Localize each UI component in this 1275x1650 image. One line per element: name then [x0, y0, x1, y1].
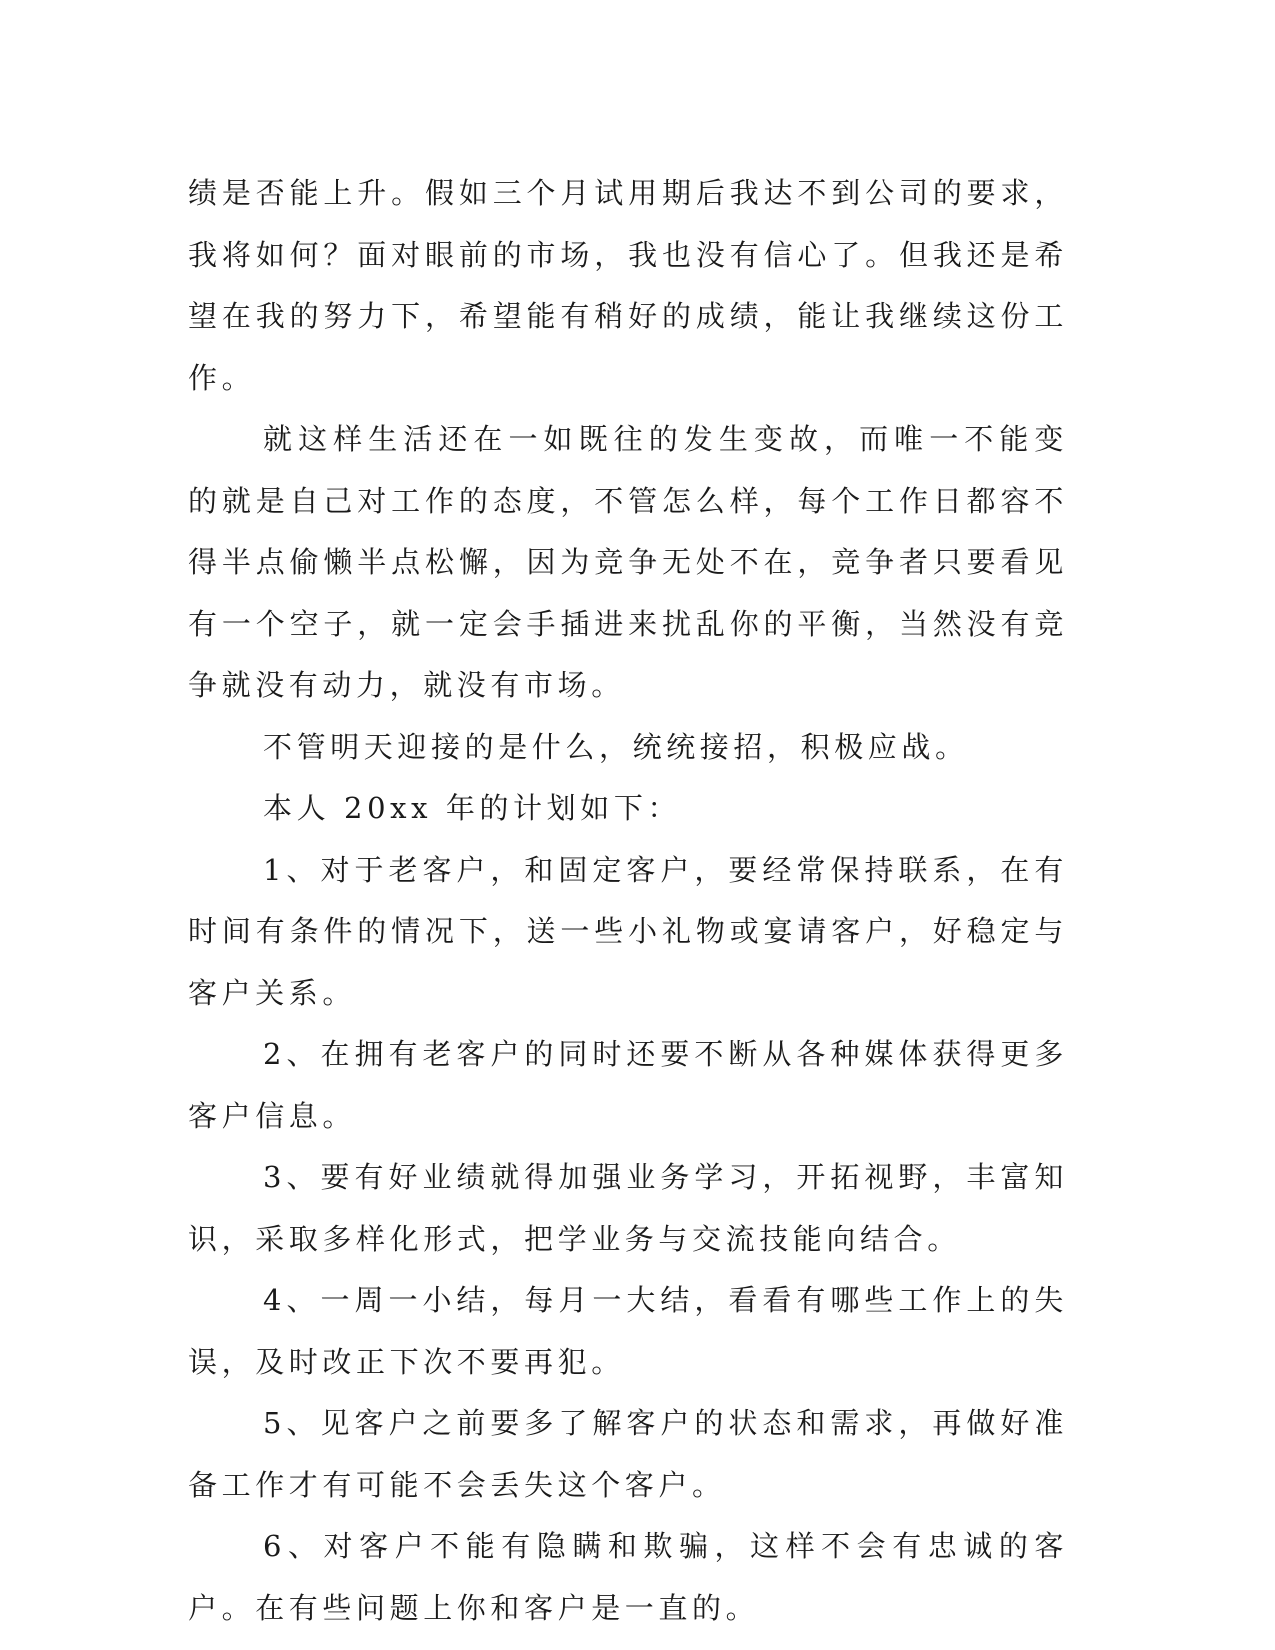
paragraph-attitude: 就这样生活还在一如既往的发生变故，而唯一不能变的就是自己对工作的态度，不管怎么样，每个工作日都容不得半点偷懒半点松懈，因为竞争无处不在，竞争者只要看见有一个空子，就一定会手插进来扰乱你的平衡，当然没有竞争就没有动力，就没有市场。 [188, 422, 1068, 702]
body-text [188, 163, 1068, 1639]
plan-item-6: 6、对客户不能有隐瞒和欺骗，这样不会有忠诚的客户。在有些问题上你和客户是一直的。 [188, 1529, 1068, 1625]
plan-item-4: 4、一周一小结，每月一大结，看看有哪些工作上的失误，及时改正下次不要再犯。 [188, 1283, 1068, 1379]
plan-item-5: 5、见客户之前要多了解客户的状态和需求，再做好准备工作才有可能不会丢失这个客户。 [188, 1406, 1068, 1502]
plan-item-3: 3、要有好业绩就得加强业务学习，开拓视野，丰富知识，采取多样化形式，把学业务与交流技能向结合。 [188, 1160, 1068, 1256]
paragraph-plan-intro: 本人 20xx 年的计划如下： [263, 791, 682, 825]
paragraph-continuation: 绩是否能上升。假如三个月试用期后我达不到公司的要求，我将如何？面对眼前的市场，我也没有信心了。但我还是希望在我的努力下，希望能有稍好的成绩，能让我继续这份工作。 [188, 176, 1068, 395]
paragraph-challenge: 不管明天迎接的是什么，统统接招，积极应战。 [263, 729, 969, 764]
plan-item-1: 1、对于老客户，和固定客户，要经常保持联系，在有时间有条件的情况下，送一些小礼物或宴请客户，好稳定与客户关系。 [188, 852, 1068, 1010]
plan-item-2: 2、在拥有老客户的同时还要不断从各种媒体获得更多客户信息。 [188, 1037, 1068, 1133]
